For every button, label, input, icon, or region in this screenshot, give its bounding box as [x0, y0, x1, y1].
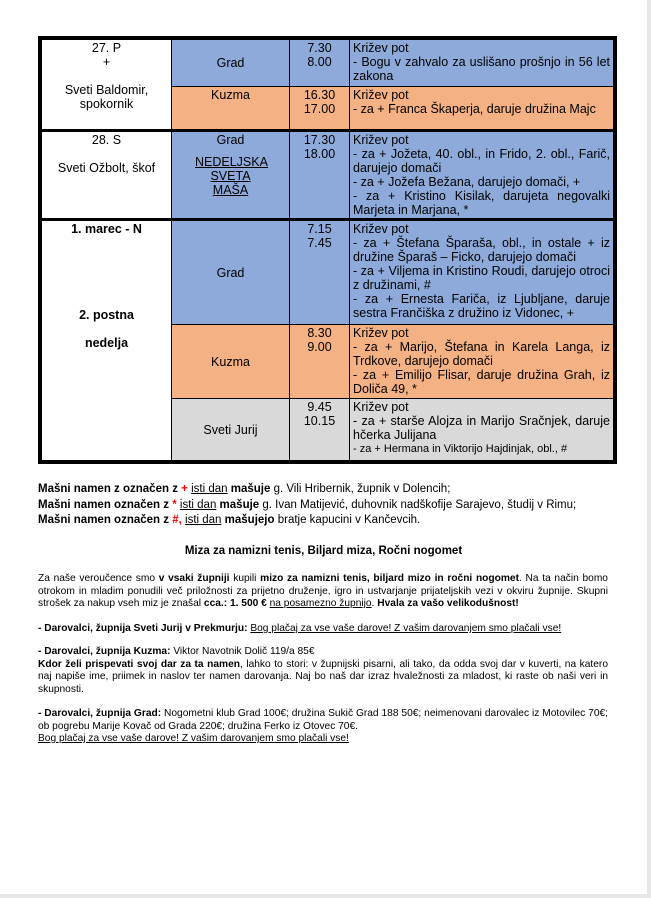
intention-line: Križev pot — [353, 88, 409, 102]
text-run: na posamezno župnijo — [269, 598, 372, 609]
intention-line: - Bogu v zahvalo za uslišano prošnjo in 56 let zakona — [353, 55, 610, 83]
text-run: v vsaki župniji — [158, 573, 230, 584]
legend-prefix: Mašni namen označen z — [38, 498, 170, 511]
time-cell — [290, 131, 350, 220]
legend-verb: mašujejo — [224, 514, 275, 526]
time-value: 8.00 — [307, 55, 332, 69]
donors-label: - Darovalci, župnija Sveti Jurij v Prekmurju: — [38, 623, 248, 634]
text-run: Za naše veroučence smo — [38, 573, 155, 584]
liturgical-week: 2. postna — [79, 308, 134, 322]
text-run: mizo za namizni tenis, biljard mizo in ročni nogomet — [260, 573, 519, 584]
intention-cell — [350, 399, 614, 461]
intention-line: - za + Jožeta, 40. obl., in Frido, 2. obl., Farič, darujejo domači — [353, 147, 610, 175]
location-name: Sveti Jurij — [203, 422, 258, 437]
time-value: 10.15 — [303, 414, 336, 428]
time-cell — [290, 40, 350, 87]
location-cell — [172, 40, 290, 87]
intention-cell — [350, 87, 614, 131]
liturgical-week-2: nedelja — [84, 336, 129, 350]
legend-priest: g. Vili Hribernik, župnik v Dolencih; — [273, 483, 451, 495]
time-cell — [290, 325, 350, 399]
time-value: 17.00 — [303, 102, 336, 116]
legend-prefix: Mašni namen z označen z — [38, 483, 178, 495]
location-name: Kuzma — [211, 354, 250, 369]
donors-label: - Darovalci, župnija Kuzma: — [38, 646, 171, 657]
legend-verb: mašuje — [219, 498, 260, 511]
legend-prefix: Mašni namen označen z — [38, 514, 170, 526]
legend-line — [38, 498, 618, 514]
intention-line: Križev pot — [353, 400, 409, 414]
saint-name: Sveti Baldomir, spokornik — [64, 83, 149, 111]
intention-legend — [38, 482, 618, 529]
intention-line: - za + Hermana in Viktorijo Hajdinjak, obl., # — [353, 443, 568, 455]
thanks-text: Hvala za vašo velikodušnost! — [377, 598, 519, 609]
table-row — [42, 220, 614, 325]
location-cell — [172, 220, 290, 325]
intention-line: - za + Franca Škaperja, daruje družina Majc — [353, 102, 596, 116]
intention-line: - za + Marijo, Štefana in Karela Langa, iz Trdkove, darujejo domači — [353, 340, 610, 368]
legend-day: isti dan — [185, 514, 222, 526]
sunday-mass-note: NEDELJSKA SVETA MAŠA — [195, 155, 268, 197]
time-cell — [290, 87, 350, 131]
time-value: 9.45 — [307, 400, 332, 414]
text-run: kupili — [233, 573, 257, 584]
intention-cell — [350, 220, 614, 325]
donors-text: Viktor Navotnik Dolič 119/a 85€ — [173, 646, 315, 657]
legend-line — [38, 482, 618, 498]
time-value: 7.15 — [307, 222, 332, 236]
table-row — [42, 131, 614, 220]
day-symbol: + — [102, 55, 111, 69]
legend-symbol: + — [181, 483, 188, 495]
location-name: Kuzma — [211, 88, 250, 102]
donors-grad — [38, 708, 608, 746]
thanks-text: Bog plačaj za vse vaše darove! Z vašim darovanjem smo plačali vse! — [38, 733, 349, 744]
legend-priest: g. Ivan Matijević, duhovnik nadškofije Sarajevo, študij v Rimu; — [262, 498, 577, 511]
day-label: 27. P — [91, 41, 122, 55]
mass-schedule — [38, 36, 617, 464]
time-value: 16.30 — [303, 88, 336, 102]
intention-line: - za + starše Alojza in Marijo Sračnjek, daruje hčerka Julijana — [353, 414, 610, 442]
intention-line: - za + Viljema in Kristino Roudi, darujejo otroci z družinami, # — [353, 264, 610, 292]
legend-priest: bratje kapucini v Kančevcih. — [277, 514, 421, 526]
donors-text: Bog plačaj za vse vaše darove! Z vašim darovanjem smo plačali vse! — [250, 623, 562, 634]
intention-line: - za + Štefana Šparaša, obl., in ostale + iz družine Šparaš – Ficko, darujejo domači — [353, 236, 610, 264]
table-row — [42, 40, 614, 87]
location-cell — [172, 131, 290, 220]
saint-name: Sveti Ožbolt, škof — [57, 161, 156, 175]
time-value: 7.45 — [307, 236, 332, 250]
time-value: 7.30 — [307, 41, 332, 55]
announcement-title: Miza za namizni tenis, Biljard miza, Ročni nogomet — [184, 545, 463, 557]
day-cell — [42, 40, 172, 131]
intention-cell — [350, 131, 614, 220]
intention-line: Križev pot — [353, 133, 409, 147]
time-value: 18.00 — [303, 147, 336, 161]
contribute-text: , lahko to stori: v župnijski pisarni, ali tako, da odda svoj dar v kuverti, na katero naj napiše ime, priimek in naslov ter namen darovanja. Naj bo naš dar izraz hvaležnosti za mladost, ki raste ob naši veri in skupnosti. — [38, 658, 608, 695]
location-name: Grad — [216, 56, 245, 70]
day-label: 1. marec - N — [71, 222, 142, 236]
intention-line: Križev pot — [353, 41, 409, 55]
intention-line: Križev pot — [353, 222, 409, 236]
intention-cell — [350, 40, 614, 87]
intention-line: Križev pot — [353, 326, 409, 340]
day-label: 28. S — [91, 133, 122, 147]
legend-symbol: #, — [172, 514, 182, 526]
mass-schedule-table — [41, 39, 614, 461]
total-cost: cca.: 1. 500 € — [203, 598, 267, 609]
intention-line: - za + Kristino Kisilak, darujeta negovalki Marjeta in Marjana, * — [353, 189, 610, 217]
legend-symbol: * — [172, 498, 177, 511]
announcement-paragraph: Za naše veroučence smo v vsaki župniji kupili mizo za namizni tenis, biljard mizo in ročni nogomet. Na ta način bomo otrokom in mladim ponudili več priložnosti za prijetno druženje, igro in ustvarjanje prijateljskih vezi v okviru župnije. Skupni strošek za nakup vseh miz je znašal cca.: 1. 500 € na posamezno župnijo. Hvala za vašo velikodušnost! — [38, 573, 608, 609]
intention-line: - za + Ernesta Fariča, iz Ljubljane, daruje sestra Frančiška z družino iz Vidonec, + — [353, 292, 610, 320]
location-cell — [172, 399, 290, 461]
intention-line: - za + Jožefa Bežana, darujejo domači, + — [353, 175, 581, 189]
legend-line — [38, 513, 618, 529]
donors-sveti-jurij — [38, 623, 608, 636]
time-value: 8.30 — [307, 326, 332, 340]
legend-day: isti dan — [191, 483, 228, 495]
legend-verb: mašuje — [230, 483, 271, 495]
legend-day: isti dan — [179, 498, 217, 511]
contribute-heading: Kdor želi prispevati svoj dar za ta namen — [38, 658, 240, 670]
time-cell — [290, 399, 350, 461]
donors-text: Nogometni klub Grad 100€; družina Sukič Grad 188 50€; neimenovani darovalec iz Motovilec 70€; ob pogrebu Marije Kovač od Grada 220€; družina Ferko iz Otovec 70€. — [38, 708, 608, 732]
intention-cell — [350, 325, 614, 399]
day-cell — [42, 131, 172, 220]
intention-line: - za + Emilijo Flisar, daruje družina Grah, iz Doliča 49, * — [353, 368, 610, 396]
location-cell — [172, 325, 290, 399]
time-cell — [290, 220, 350, 325]
day-cell — [42, 220, 172, 461]
donors-label: - Darovalci, župnija Grad: — [38, 708, 162, 719]
location-name: Grad — [216, 265, 245, 280]
location-name: Grad — [216, 133, 245, 147]
time-value: 17.30 — [303, 133, 336, 147]
location-cell — [172, 87, 290, 131]
donors-kuzma — [38, 646, 608, 696]
time-value: 9.00 — [307, 340, 332, 354]
text-run: . Na ta način bomo otrokom in mladim ponudili več priložnosti za prijetno druženje, igro in ustvarjanje prijateljskih vezi v okviru župnije. Skupni strošek za nakup vseh miz je znašal — [38, 573, 608, 609]
